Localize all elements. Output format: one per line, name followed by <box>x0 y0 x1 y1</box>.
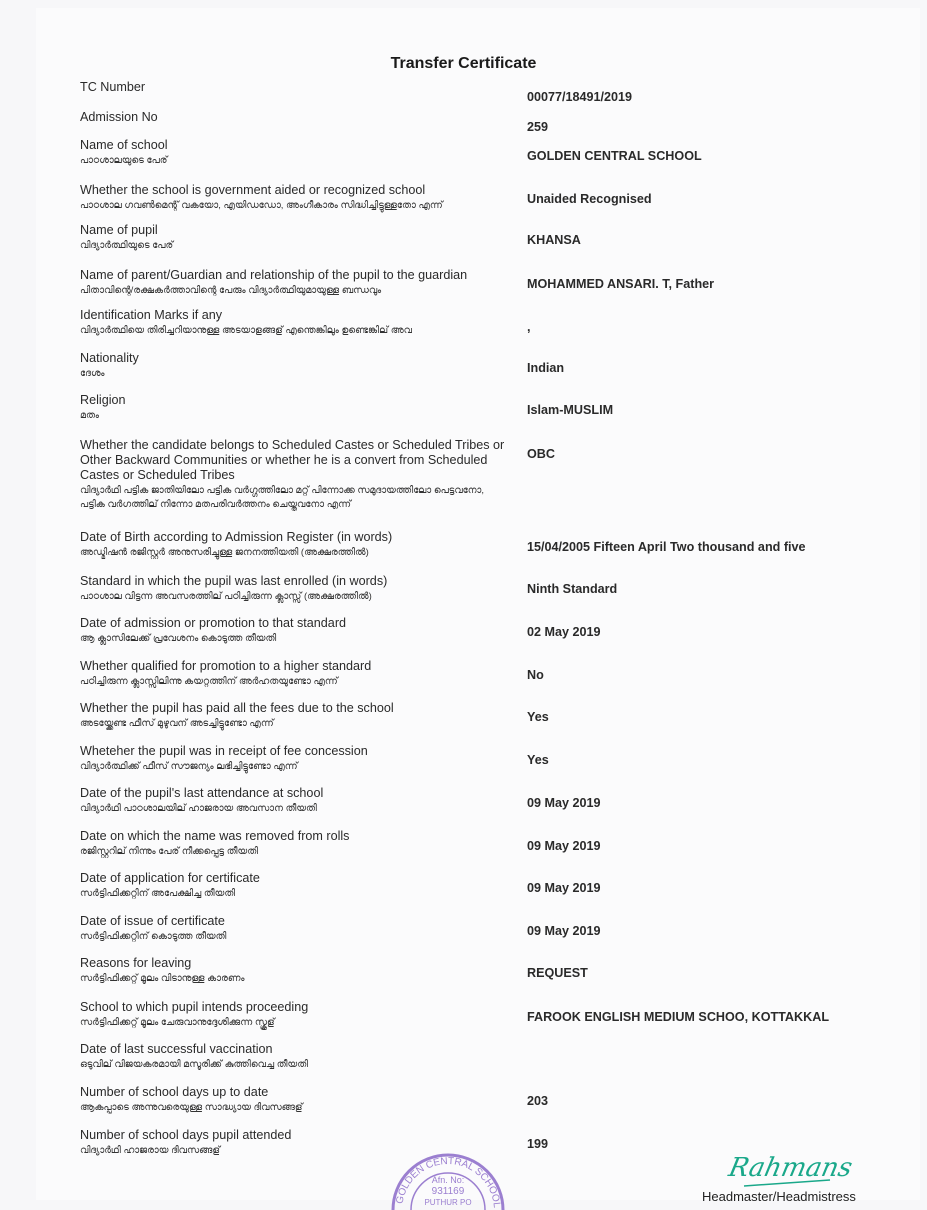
field-label-malayalam: അഡ്മിഷന്‍ രജിസ്റ്റര്‍ അനുസരിച്ചുള്ള ജനനത്തിയതി (അക്ഷരത്തില്‍) <box>80 547 369 558</box>
field-label-english: Admission No <box>80 110 158 124</box>
field-value: 199 <box>527 1137 549 1151</box>
field-label-malayalam: പാഠശാല വിട്ടന്ന അവസരത്തില് പഠിച്ചിരുന്ന ക്ലാസ്സ് (അക്ഷരത്തില്‍) <box>80 591 372 602</box>
field-label <box>80 80 510 95</box>
field-label <box>80 308 510 338</box>
field-value: OBC <box>527 447 555 461</box>
field-label-malayalam: സര്‍ട്ടിഫിക്കറ്റിന് അപേക്ഷിച്ച തീയതി <box>80 888 236 899</box>
field-value: Unaided Recognised <box>527 192 652 206</box>
field-label <box>80 871 510 901</box>
field-label <box>80 956 510 986</box>
field-value: Ninth Standard <box>527 582 618 596</box>
field-value: 09 May 2019 <box>527 796 601 810</box>
field-value: Indian <box>527 361 565 375</box>
field-label <box>80 393 510 423</box>
field-label-malayalam: വിദ്യാര്‍ത്ഥിക്ക് ഫീസ് സൗജന്യം ലഭിച്ചിട്ടുണ്ടോ എന്ന് <box>80 761 298 772</box>
field-label <box>80 574 510 604</box>
field-label-english: Reasons for leaving <box>80 956 192 970</box>
field-value: 09 May 2019 <box>527 924 601 938</box>
field-label <box>80 1085 510 1115</box>
field-label <box>80 138 510 168</box>
field-label <box>80 914 510 944</box>
document-title: Transfer Certificate <box>390 55 537 72</box>
field-label-malayalam: വിദ്യാര്‍ഥി പട്ടിക ജാതിയിലോ പട്ടിക വര്‍ഗ്ഗത്തിലോ മറ്റ് പിന്നോക്ക സമുദായത്തിലോ പെട്ടവനോ, പട്ടിക വര്‍ഗത്തില് നിന്നോ മതപരിവര്‍ത്തനം ചെയ്തവനോ എന്ന് <box>80 485 485 510</box>
seal-number: 931169 <box>431 1186 465 1197</box>
field-label-malayalam: വിദ്യാര്‍ഥി പാഠശാലയില് ഹാജരായ അവസാന തീയതി <box>80 803 317 814</box>
field-label-english: Name of school <box>80 138 168 152</box>
seal-place: PUTHUR PO <box>424 1198 472 1207</box>
field-label <box>80 616 510 646</box>
field-label-english: Nationality <box>80 351 139 365</box>
field-label <box>80 829 510 859</box>
field-label-english: Date of the pupil's last attendance at school <box>80 786 324 800</box>
school-seal <box>388 1150 508 1210</box>
field-label-english: Whether qualified for promotion to a higher standard <box>80 659 372 673</box>
field-value: GOLDEN CENTRAL SCHOOL <box>527 149 702 163</box>
field-value: KHANSA <box>527 233 581 247</box>
field-value: 02 May 2019 <box>527 625 601 639</box>
field-label <box>80 744 510 774</box>
field-value: Yes <box>527 753 549 767</box>
field-value: 259 <box>527 120 549 134</box>
field-label-english: Date on which the name was removed from rolls <box>80 829 350 843</box>
field-label-english: Name of parent/Guardian and relationship of the pupil to the guardian <box>80 268 468 282</box>
field-label-malayalam: വിദ്യാര്‍ത്ഥിയെ തിരിച്ചറിയാനുള്ള അടയാളങ്ങള് എന്തെങ്കിലും ഉണ്ടെങ്കില് അവ <box>80 325 412 336</box>
field-label-malayalam: ആ ക്ലാസിലേക്ക് പ്രവേശനം കൊടുത്ത തീയതി <box>80 633 277 644</box>
field-label-malayalam: ഒടുവില് വിജയകരമായി മസൂരിക്ക് കുത്തിവെച്ച തീയതി <box>80 1059 308 1070</box>
field-label-english: Name of pupil <box>80 223 158 237</box>
field-label-english: Wheteher the pupil was in receipt of fee concession <box>80 744 368 758</box>
field-label-english: Standard in which the pupil was last enrolled (in words) <box>80 574 388 588</box>
field-label-malayalam: പിതാവിന്റെ/രക്ഷകര്‍ത്താവിന്റെ പേരും വിദ്യാര്‍ത്ഥിയുമായുള്ള ബന്ധവും <box>80 285 382 296</box>
field-label <box>80 786 510 816</box>
field-label-english: TC Number <box>80 80 146 94</box>
field-label-malayalam: സര്‍ട്ടിഫിക്കറ്റ് മൂലം വിടാനുള്ള കാരണം <box>80 973 245 984</box>
field-value: 00077/18491/2019 <box>527 90 633 104</box>
field-label-malayalam: മതം <box>80 410 100 421</box>
field-label-english: Date of issue of certificate <box>80 914 225 928</box>
headmaster-signature <box>726 1136 855 1191</box>
field-label <box>80 1042 510 1072</box>
field-value: 15/04/2005 Fifteen April Two thousand and five <box>527 540 806 554</box>
field-label-english: Identification Marks if any <box>80 308 223 322</box>
field-label-english: Whether the candidate belongs to Scheduled Castes or Scheduled Tribes or Other Backward Communities or whether he is a convert from Scheduled Castes or Scheduled Tribes <box>80 438 505 482</box>
field-label <box>80 110 510 125</box>
field-label <box>80 438 510 512</box>
field-label-malayalam: സര്‍ട്ടിഫിക്കറ്റിന് കൊടുത്ത തീയതി <box>80 931 227 942</box>
field-label-english: Whether the pupil has paid all the fees due to the school <box>80 701 394 715</box>
field-label-malayalam: പാഠശാല ഗവണ്‍മെന്റ് വകയോ, എയിഡഡോ, അംഗീകാരം സിദ്ധിച്ചിട്ടുള്ളതോ എന്ന് <box>80 200 443 211</box>
signature-title: Headmaster/Headmistress <box>702 1189 856 1204</box>
field-label-english: Date of admission or promotion to that standard <box>80 616 347 630</box>
field-value: No <box>527 668 544 682</box>
field-label <box>80 530 510 560</box>
field-label-english: Whether the school is government aided or recognized school <box>80 183 426 197</box>
field-label-malayalam: രജിസ്റ്ററില് നിന്നും പേര് നീക്കപ്പെട്ട തീയതി <box>80 846 258 857</box>
field-label-malayalam: ദേശം <box>80 368 105 379</box>
seal-afn: Afn. No: <box>431 1175 465 1185</box>
field-value: , <box>527 320 531 334</box>
field-label-malayalam: അടയ്ക്കേണ്ട ഫീസ് മുഴുവന് അടച്ചിട്ടുണ്ടോ എന്ന് <box>80 718 274 729</box>
field-label-english: Date of last successful vaccination <box>80 1042 273 1056</box>
field-label <box>80 351 510 381</box>
field-label-english: Number of school days up to date <box>80 1085 269 1099</box>
field-value: Yes <box>527 710 549 724</box>
field-label-malayalam: പഠിച്ചിരുന്ന ക്ലാസ്സിലിന്നു കയറ്റത്തിന് അര്‍ഹതയുണ്ടോ എന്ന് <box>80 676 338 687</box>
field-value: Islam-MUSLIM <box>527 403 614 417</box>
field-label <box>80 183 510 213</box>
field-label-english: Number of school days pupil attended <box>80 1128 292 1142</box>
field-label-malayalam: വിദ്യാര്‍ത്ഥിയുടെ പേര് <box>80 240 174 251</box>
field-label-english: School to which pupil intends proceeding <box>80 1000 309 1014</box>
field-value: FAROOK ENGLISH MEDIUM SCHOO, KOTTAKKAL <box>527 1010 830 1024</box>
field-label-english: Date of application for certificate <box>80 871 260 885</box>
field-value: MOHAMMED ANSARI. T, Father <box>527 277 715 291</box>
signature-name: Rahmans <box>726 1153 855 1183</box>
field-label <box>80 1000 510 1030</box>
field-label <box>80 268 510 298</box>
field-label-malayalam: ആകപ്പാടെ അന്നുവരെയുള്ള സാദ്ധ്യായ ദിവസങ്ങള് <box>80 1102 303 1113</box>
field-value: 203 <box>527 1094 549 1108</box>
field-label-malayalam: സര്‍ട്ടിഫിക്കറ്റ് മൂലം ചേരുവാനുദ്ദേശിക്കുന്ന സ്കൂള് <box>80 1017 275 1028</box>
field-label <box>80 223 510 253</box>
field-label-malayalam: വിദ്യാര്‍ഥി ഹാജരായ ദിവസങ്ങള് <box>80 1145 221 1156</box>
field-value: REQUEST <box>527 966 588 980</box>
field-value: 09 May 2019 <box>527 881 601 895</box>
field-label <box>80 701 510 731</box>
field-label <box>80 659 510 689</box>
field-label-malayalam: പാഠശാലയുടെ പേര് <box>80 155 168 166</box>
field-label-english: Religion <box>80 393 126 407</box>
field-value: 09 May 2019 <box>527 839 601 853</box>
seal-ring-text: GOLDEN CENTRAL SCHOOL <box>394 1155 502 1209</box>
field-label-english: Date of Birth according to Admission Register (in words) <box>80 530 393 544</box>
